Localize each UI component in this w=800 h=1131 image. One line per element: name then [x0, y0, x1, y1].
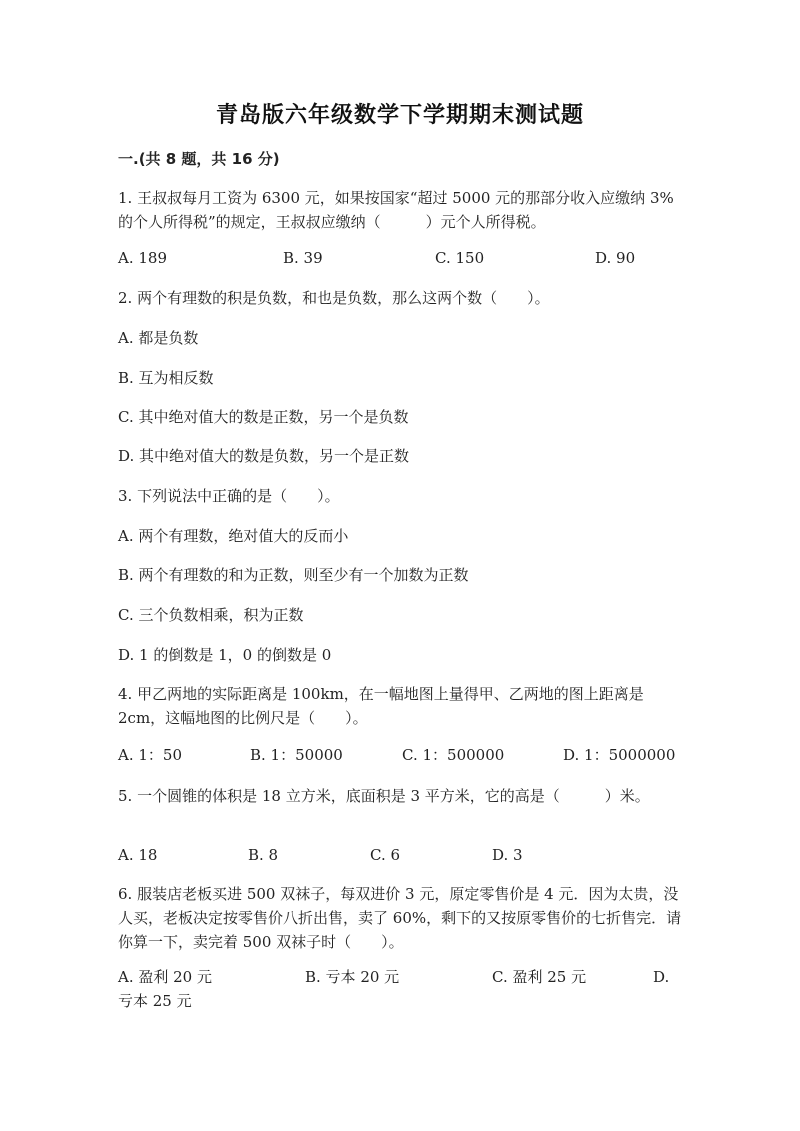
question-2-stem: 2. 两个有理数的积是负数，和也是负数，那么这两个数（ ）。: [118, 289, 550, 307]
question-1-option-b: B. 39: [283, 249, 323, 267]
question-5-option-a: A. 18: [118, 846, 158, 864]
question-4-stem: 4. 甲乙两地的实际距离是 100km，在一幅地图上量得甲、乙两地的图上距离是 2cm，这幅地图的比例尺是（ ）。: [118, 685, 644, 727]
question-2-option-b: B. 互为相反数: [118, 369, 214, 387]
question-3-option-b: B. 两个有理数的和为正数，则至少有一个加数为正数: [118, 566, 469, 584]
question-5-option-b: B. 8: [248, 846, 279, 864]
question-5-option-c: C. 6: [370, 846, 401, 864]
question-3-option-d: D. 1 的倒数是 1，0 的倒数是 0: [118, 646, 332, 664]
question-1-option-c: C. 150: [435, 249, 485, 267]
question-6-option-a: A. 盈利 20 元: [118, 968, 212, 986]
question-2-option-c: C. 其中绝对值大的数是正数，另一个是负数: [118, 408, 409, 426]
question-6-option-d-letter: D.: [653, 968, 670, 986]
question-3-option-c: C. 三个负数相乘，积为正数: [118, 606, 304, 624]
question-3-stem: 3. 下列说法中正确的是（ ）。: [118, 487, 340, 505]
question-1-option-a: A. 189: [118, 249, 167, 267]
question-3-option-a: A. 两个有理数，绝对值大的反而小: [118, 527, 349, 545]
question-2-option-a: A. 都是负数: [118, 329, 199, 347]
question-4-option-c: C. 1：500000: [402, 746, 505, 764]
question-5-stem: 5. 一个圆锥的体积是 18 立方米，底面积是 3 平方米，它的高是（ ）米。: [118, 787, 650, 805]
question-6-stem: 6. 服装店老板买进 500 双袜子，每双进价 3 元，原定零售价是 4 元．因为太贵，没人买，老板决定按零售价八折出售，卖了 60%，剩下的又按原零售价的七折售完．请你算一下，卖完着 500 双袜子时（ ）。: [118, 885, 682, 951]
question-6-option-b: B. 亏本 20 元: [305, 968, 400, 986]
question-6-option-d-text: 亏本 25 元: [118, 992, 192, 1010]
page-title: 青岛版六年级数学下学期期末测试题: [215, 102, 584, 128]
question-5-option-d: D. 3: [492, 846, 523, 864]
question-4-option-a: A. 1：50: [118, 746, 182, 764]
question-4-option-d: D. 1：5000000: [563, 746, 676, 764]
question-2-option-d: D. 其中绝对值大的数是负数，另一个是正数: [118, 447, 410, 465]
section-heading: 一.(共 8 题，共 16 分): [118, 150, 280, 168]
question-6-option-c: C. 盈利 25 元: [492, 968, 587, 986]
question-1-option-d: D. 90: [595, 249, 636, 267]
question-1-stem: 1. 王叔叔每月工资为 6300 元，如果按国家“超过 5000 元的那部分收入应缴纳 3%的个人所得税”的规定，王叔叔应缴纳（ ）元个人所得税。: [118, 189, 674, 231]
question-4-option-b: B. 1：50000: [250, 746, 343, 764]
